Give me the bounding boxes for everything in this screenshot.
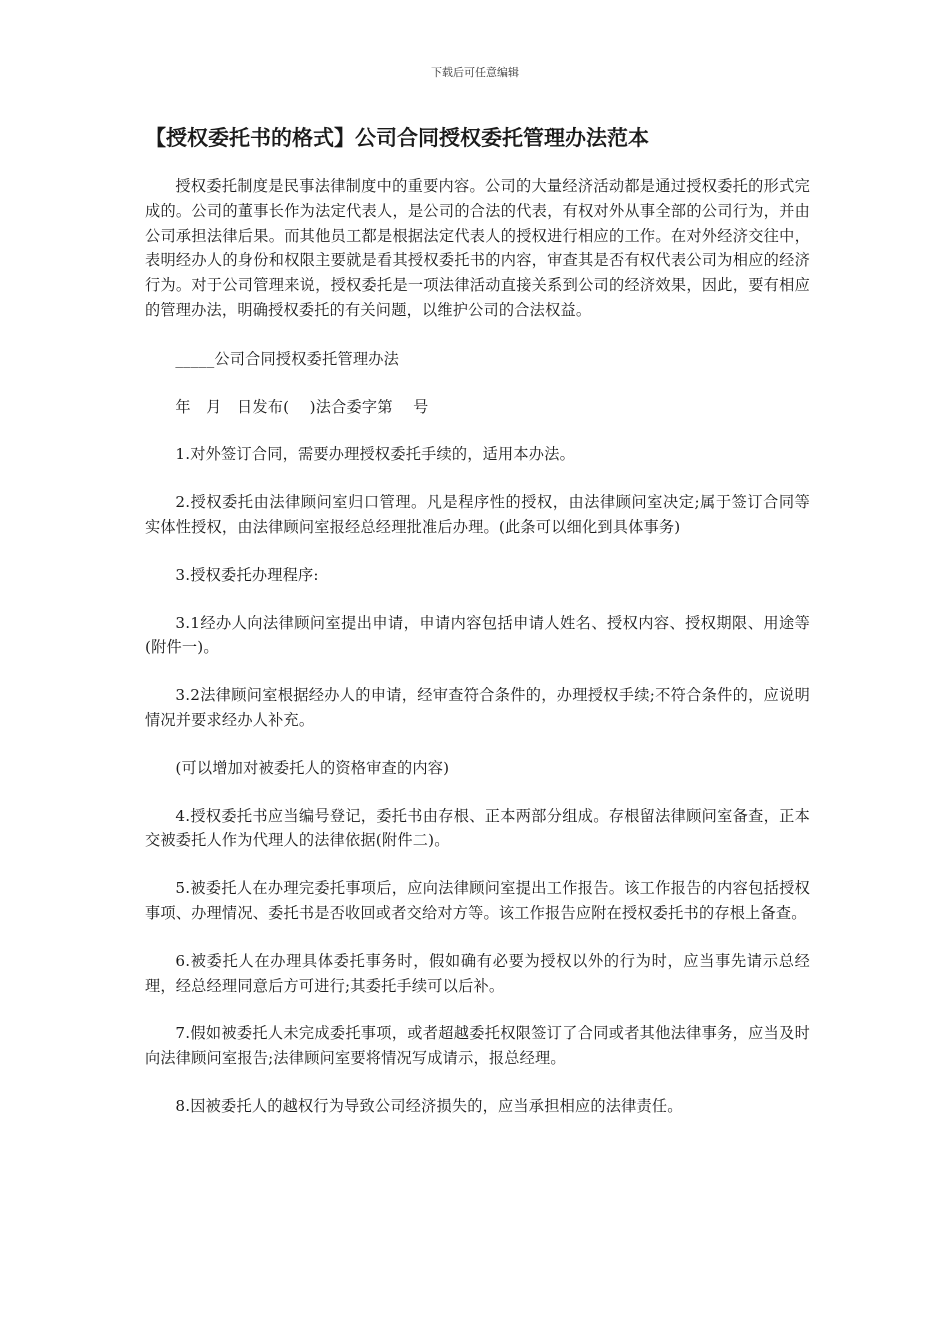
article-6: 6.被委托人在办理具体委托事务时，假如确有必要为授权以外的行为时，应当事先请示总经理，经总经理同意后方可进行;其委托手续可以后补。: [145, 951, 810, 995]
article-2: 2.授权委托由法律顾问室归口管理。凡是程序性的授权，由法律顾问室决定;属于签订合同等实体性授权，由法律顾问室报经总经理批准后办理。(此条可以细化到具体事务): [145, 493, 810, 536]
article-3-note: (可以增加对被委托人的资格审查的内容): [175, 758, 450, 777]
article-8: 8.因被委托人的越权行为导致公司经济损失的，应当承担相应的法律责任。: [175, 1096, 683, 1115]
document-body: [145, 174, 810, 1142]
article-7: 7.假如被委托人未完成委托事项，或者超越委托权限签订了合同或者其他法律事务，应当及时向法律顾问室报告;法律顾问室要将情况写成请示，报总经理。: [145, 1024, 810, 1068]
header-note: 下载后可任意编辑: [431, 66, 519, 79]
article-3-1: 3.1经办人向法律顾问室提出申请，申请内容包括申请人姓名、授权内容、授权期限、用途等(附件一)。: [145, 613, 810, 657]
article-1: 1.对外签订合同，需要办理授权委托手续的，适用本办法。: [175, 445, 575, 464]
article-5: 5.被委托人在办理完委托事项后，应向法律顾问室提出工作报告。该工作报告的内容包括授权事项、办理情况、委托书是否收回或者交给对方等。该工作报告应附在授权委托书的存根上备查。: [145, 879, 810, 922]
intro-paragraph: 授权委托制度是民事法律制度中的重要内容。公司的大量经济活动都是通过授权委托的形式完成的。公司的董事长作为法定代表人，是公司的合法的代表，有权对外从事全部的公司行为，并由公司承担法律后果。而其他员工都是根据法定代表人的授权进行相应的工作。在对外经济交往中，表明经办人的身份和权限主要就是看其授权委托书的内容，审查其是否有权代表公司为相应的经济行为。对于公司管理来说，授权委托是一项法律活动直接关系到公司的经济效果，因此，要有相应的管理办法，明确授权委托的有关问题，以维护公司的合法权益。: [145, 177, 810, 319]
regulation-heading: _____公司合同授权委托管理办法: [175, 349, 400, 368]
article-4: 4.授权委托书应当编号登记，委托书由存根、正本两部分组成。存根留法律顾问室备查，正本交被委托人作为代理人的法律依据(附件二)。: [145, 806, 810, 850]
issue-date-line: 年 月 日发布( )法合委字第 号: [175, 397, 429, 416]
document-title: 【授权委托书的格式】公司合同授权委托管理办法范本: [145, 126, 649, 150]
article-3-2: 3.2法律顾问室根据经办人的申请，经审查符合条件的，办理授权手续;不符合条件的，应说明情况并要求经办人补充。: [145, 686, 810, 729]
article-3: 3.授权委托办理程序:: [175, 565, 319, 584]
